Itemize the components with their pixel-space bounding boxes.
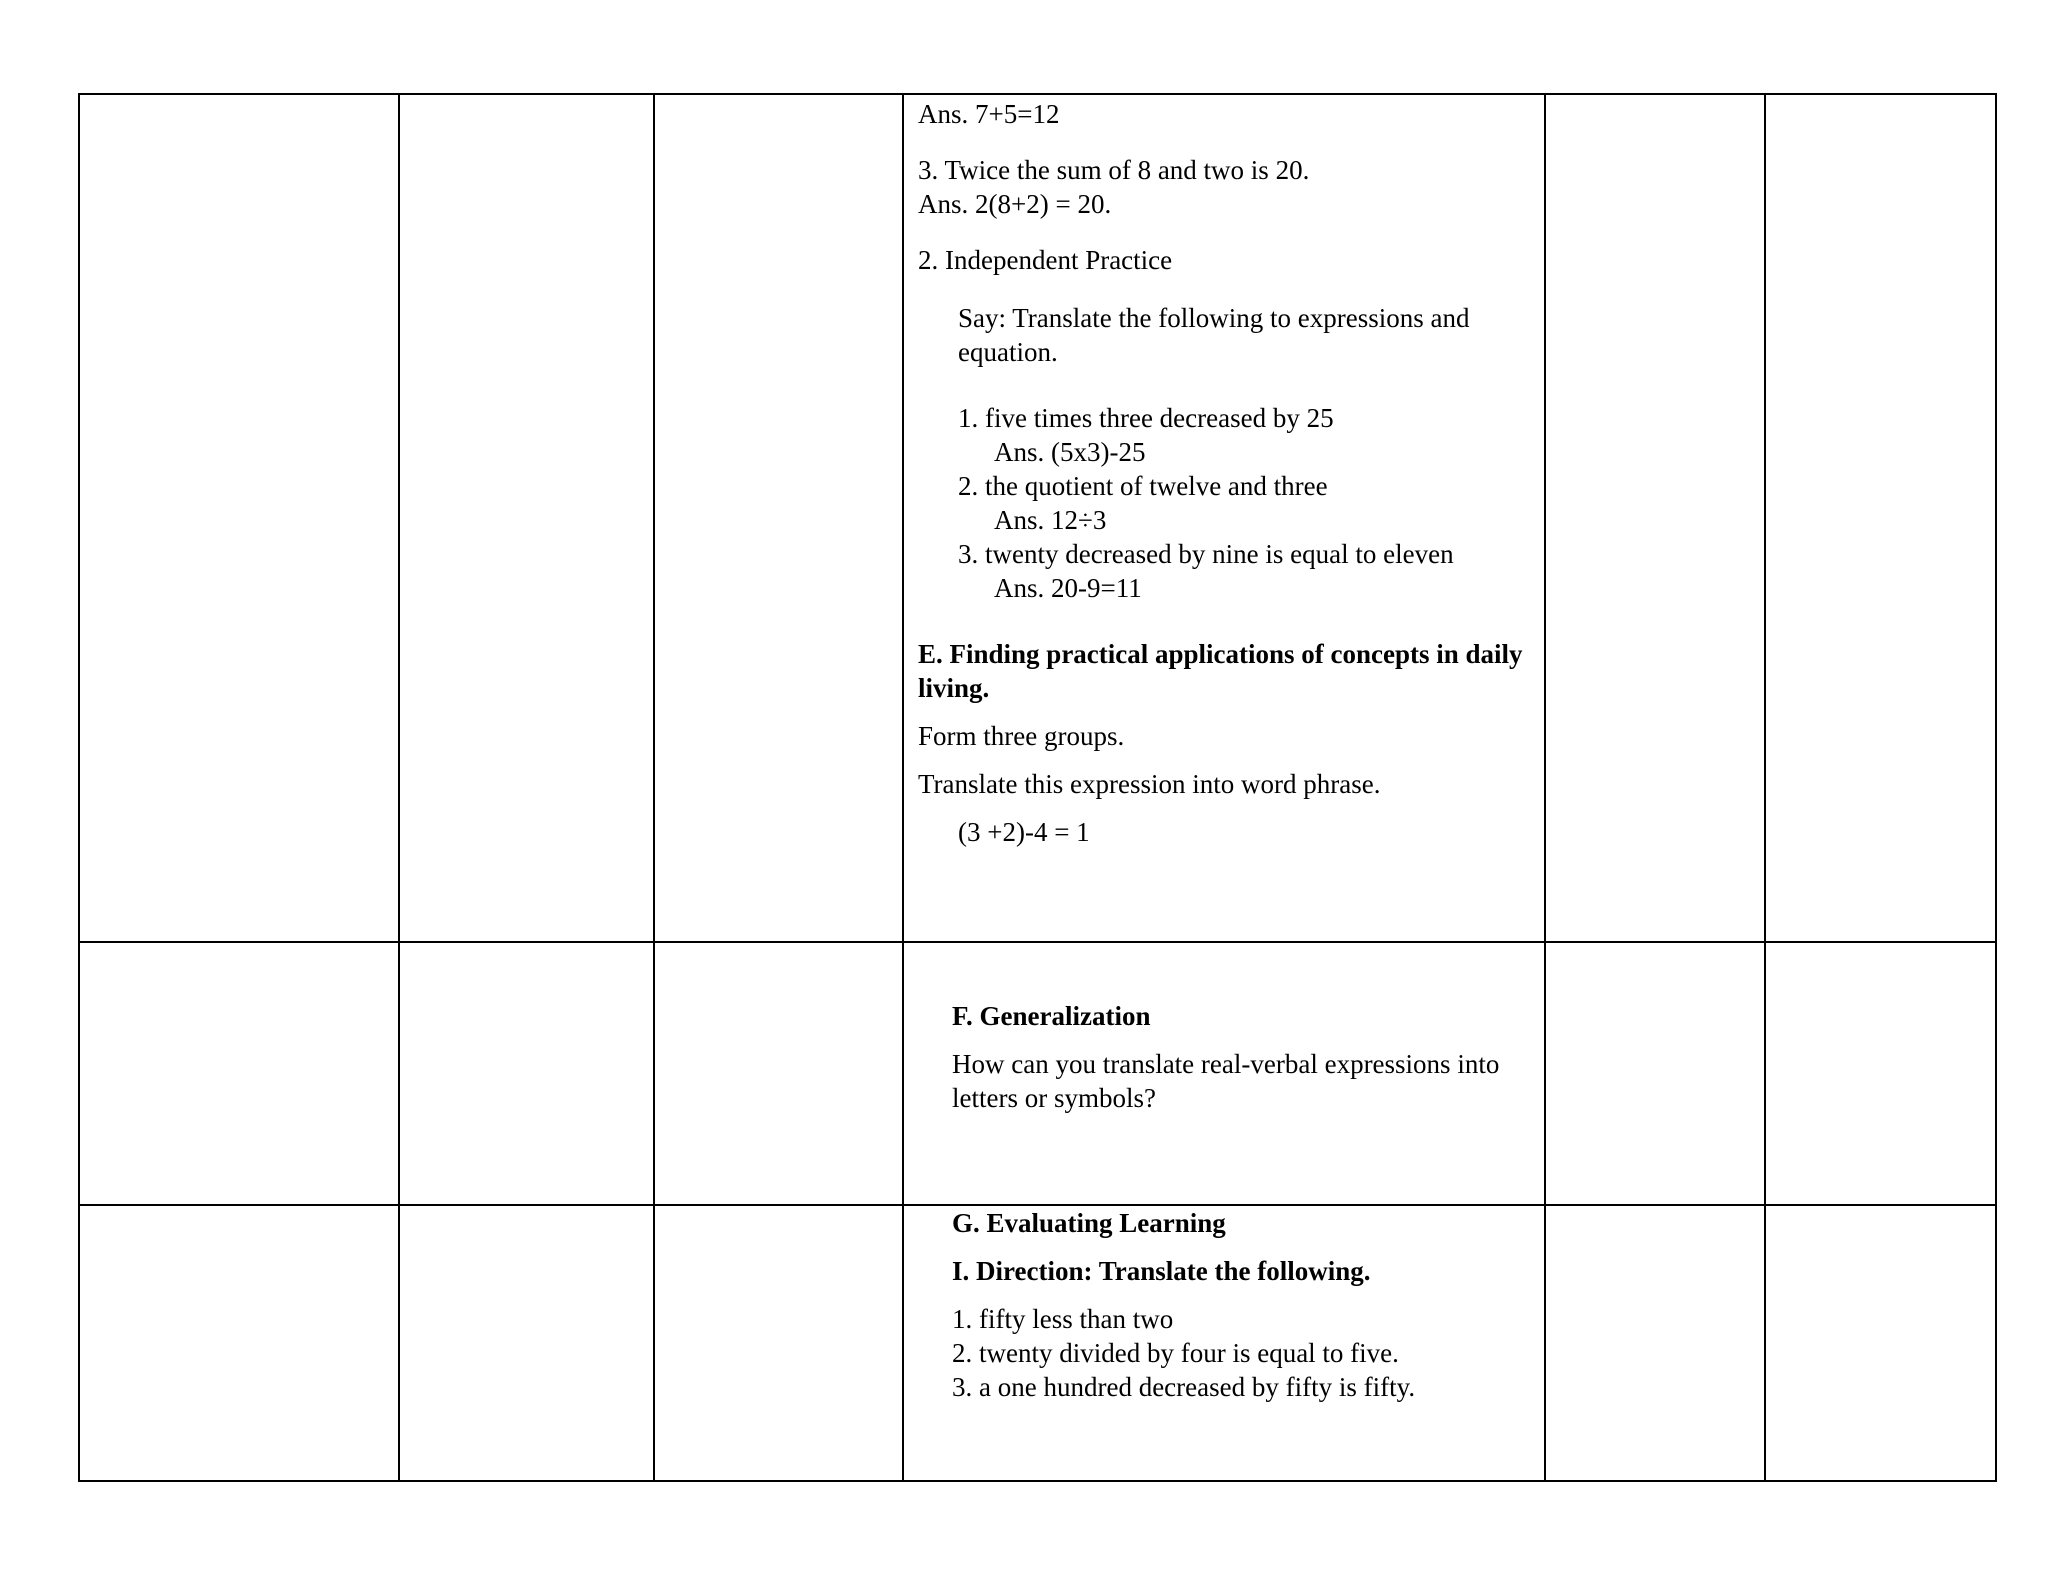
practice-answer: Ans. 12÷3 <box>994 505 1107 535</box>
practice-question: 3. twenty decreased by nine is equal to eleven <box>958 539 1454 569</box>
practice-answer: Ans. 20-9=11 <box>994 573 1142 603</box>
practice-question: 2. the quotient of twelve and three <box>958 471 1328 501</box>
table-cell <box>1765 94 1996 942</box>
list-item: 2. twenty divided by four is equal to five. <box>952 1338 1399 1368</box>
table-row <box>79 942 1996 1205</box>
list-item: 3. a one hundred decreased by fifty is fifty. <box>952 1372 1416 1402</box>
table-cell <box>654 94 903 942</box>
generalization-question: How can you translate real-verbal expressions into letters or symbols? <box>952 1049 1500 1113</box>
practice-list <box>918 401 1534 605</box>
subsection-heading: 2. Independent Practice <box>918 245 1173 275</box>
table-cell <box>1545 94 1765 942</box>
evaluation-list <box>952 1302 1534 1404</box>
direction-text: I. Direction: Translate the following. <box>952 1256 1371 1286</box>
answer-line: Ans. 2(8+2) = 20. <box>918 189 1112 219</box>
table-cell <box>399 942 654 1205</box>
instruction-text: Say: Translate the following to expressions and equation. <box>958 303 1470 367</box>
list-item: 1. fifty less than two <box>952 1304 1174 1334</box>
expression: (3 +2)-4 = 1 <box>958 817 1090 847</box>
table-cell <box>79 942 399 1205</box>
lesson-plan-table <box>78 93 1997 1482</box>
section-heading: G. Evaluating Learning <box>952 1208 1226 1238</box>
table-cell <box>399 94 654 942</box>
table-cell <box>79 94 399 942</box>
answer-line: Ans. 7+5=12 <box>918 99 1060 129</box>
content-cell <box>903 1205 1545 1481</box>
instruction-text: Form three groups. <box>918 721 1125 751</box>
table-row <box>79 94 1996 942</box>
content-cell <box>903 94 1545 942</box>
practice-answer: Ans. (5x3)-25 <box>994 437 1146 467</box>
table-cell <box>1765 1205 1996 1481</box>
section-heading: E. Finding practical applications of concepts in daily living. <box>918 639 1523 703</box>
table-cell <box>1545 942 1765 1205</box>
table-cell <box>79 1205 399 1481</box>
table-cell <box>654 1205 903 1481</box>
table-row <box>79 1205 1996 1481</box>
section-heading: F. Generalization <box>952 1001 1151 1031</box>
table-cell <box>1545 1205 1765 1481</box>
table-cell <box>399 1205 654 1481</box>
table-cell <box>654 942 903 1205</box>
table-cell <box>1765 942 1996 1205</box>
content-cell <box>903 942 1545 1205</box>
practice-question: 1. five times three decreased by 25 <box>958 403 1334 433</box>
example-item: 3. Twice the sum of 8 and two is 20. <box>918 155 1310 185</box>
instruction-text: Translate this expression into word phrase. <box>918 769 1381 799</box>
